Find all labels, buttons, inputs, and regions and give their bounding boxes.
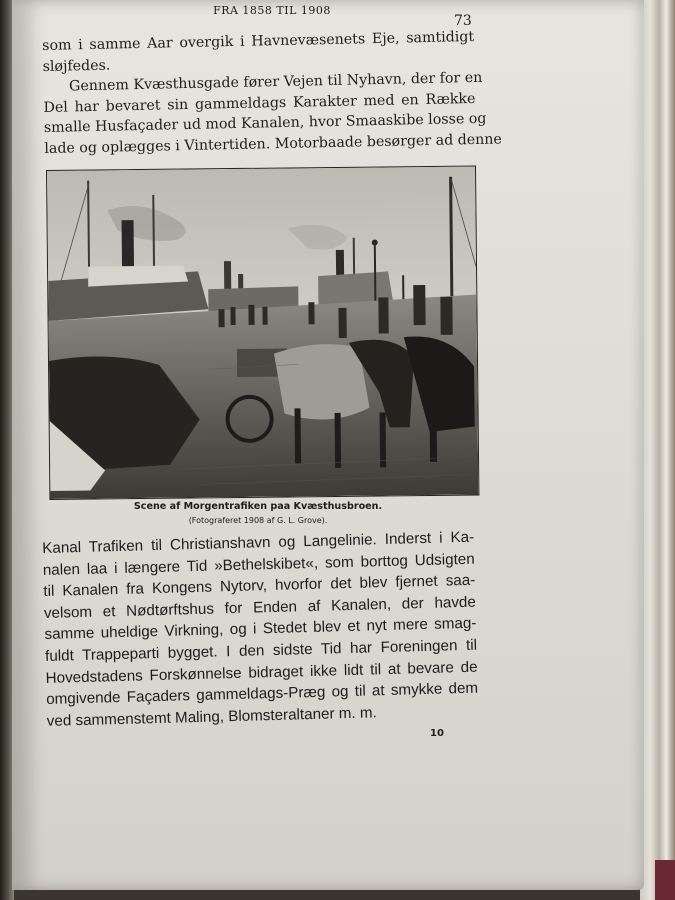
running-head: FRA 1858 TIL 1908 bbox=[213, 4, 331, 17]
text-line: ved sammenstemt Maling, Blomsteraltaner m. m. bbox=[46, 704, 377, 730]
book-cover-corner bbox=[655, 860, 675, 900]
text-line: Hovedstadens Forskønnelse bidraget ikke lidt til at bevare de bbox=[45, 658, 478, 687]
text-line: Del har bevaret sin gammeldags Karakter med en Række bbox=[43, 90, 476, 116]
body-text-bottom bbox=[42, 527, 479, 733]
signature-mark: 10 bbox=[430, 728, 444, 739]
caption-credit: (Fotograferet 1908 af G. L. Grove). bbox=[188, 516, 328, 525]
body-text-top bbox=[42, 27, 503, 159]
book-page bbox=[12, 0, 644, 890]
text-line: velsom et Nødtørftshus for Enden af Kanalen, der havde bbox=[43, 593, 477, 622]
caption-title: Scene af Morgentrafiken paa Kvæsthusbroen. bbox=[133, 501, 383, 512]
text-line: fuldt Trappeparti bygget. I den sidste Tid har Foreningen til bbox=[44, 636, 478, 665]
text-line: omgivende Façaders gammeldags-Præg og til at smykke dem bbox=[46, 679, 479, 709]
harbour-scene-illustration bbox=[47, 167, 478, 499]
figure-caption bbox=[42, 500, 474, 528]
harbour-photograph bbox=[46, 165, 479, 499]
text-line: lade og oplægges i Vintertiden. Motorbaade besørger ad denne bbox=[44, 130, 503, 157]
text-line: Gennem Kvæsthusgade fører Vejen til Nyhavn, der for en bbox=[68, 69, 483, 95]
text-line: smalle Husfaçader ud mod Kanalen, hvor Smaaskibe losse og bbox=[43, 110, 487, 136]
page-edges bbox=[640, 0, 675, 900]
text-line: samme uheldige Virkning, og i Stedet blev et nyt mere smag- bbox=[44, 615, 477, 644]
text-line: nalen laa i længere Tid »Bethelskibet«, som borttog Udsigten bbox=[42, 550, 475, 579]
text-line: som i samme Aar overgik i Havnevæsenets Eje, samtidigt bbox=[42, 28, 475, 54]
text-line: Kanal Trafiken til Christianshavn og Langelinie. Inderst i Ka- bbox=[42, 528, 475, 557]
page-number: 73 bbox=[454, 13, 472, 29]
text-line: sløjfedes. bbox=[42, 57, 111, 75]
text-line: til Kanalen fra Kongens Nytorv, hvorfor det blev fjernet saa- bbox=[43, 571, 476, 601]
